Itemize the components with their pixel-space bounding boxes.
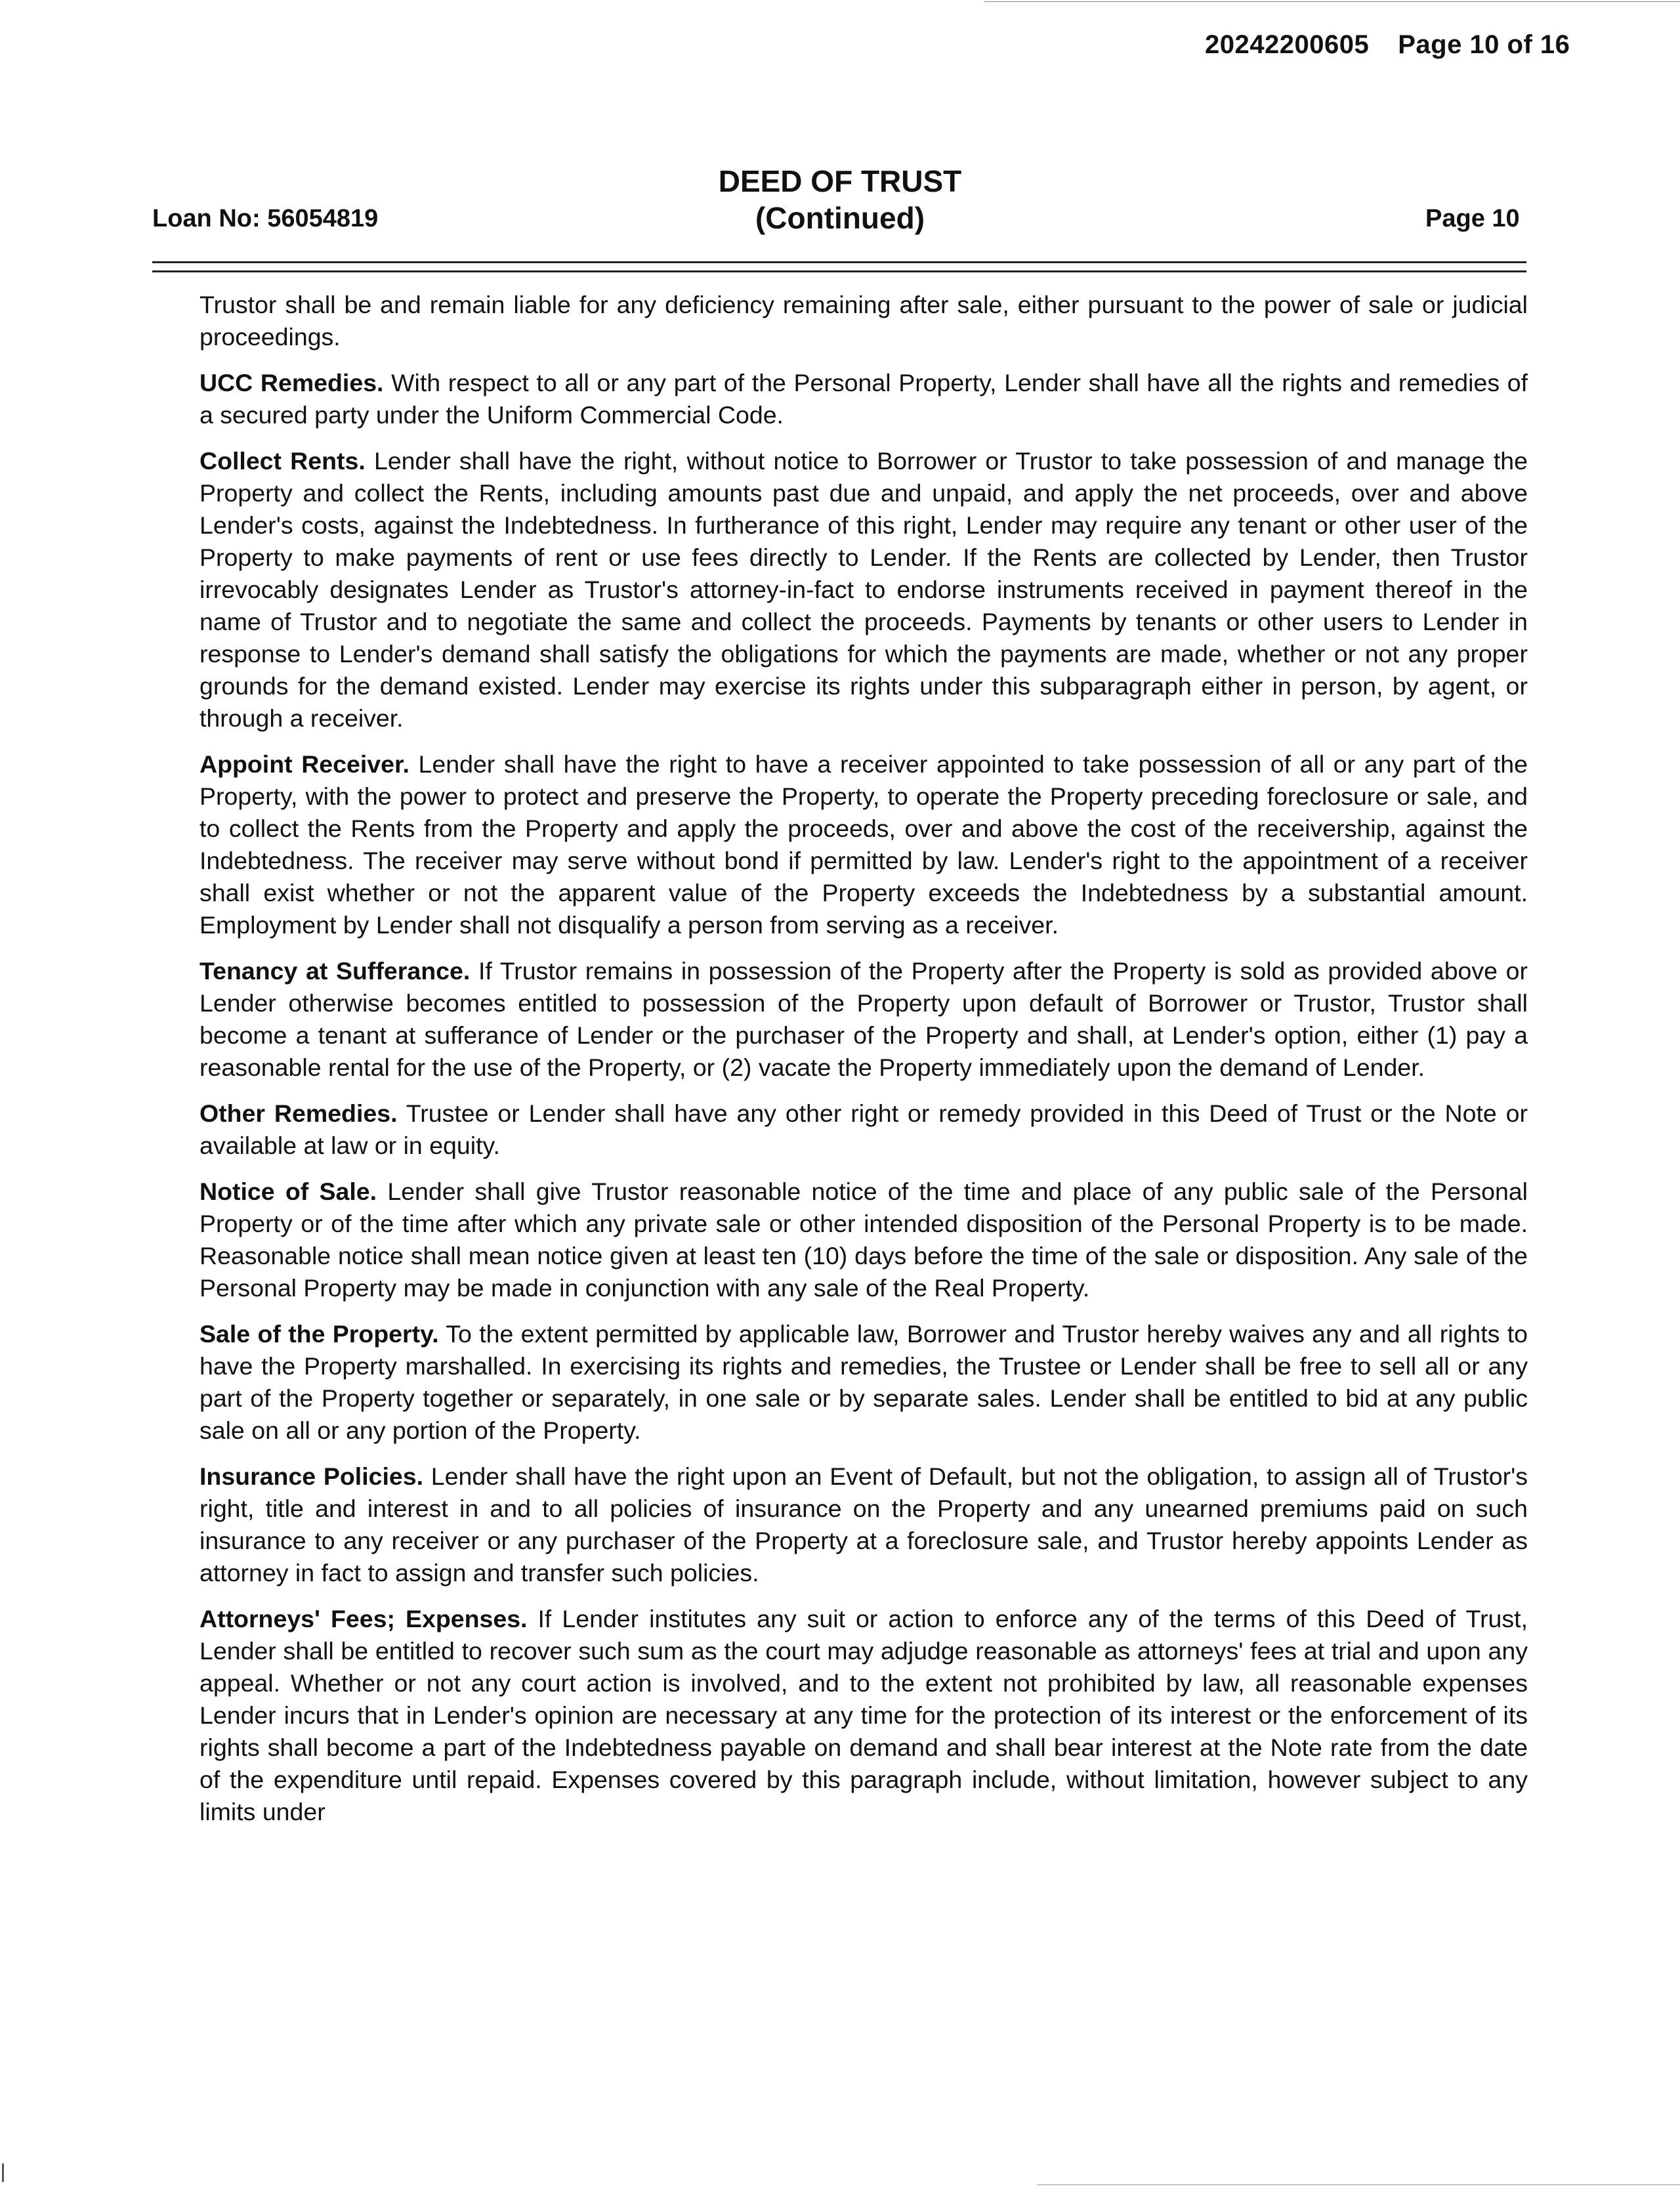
document-subtitle: (Continued) <box>755 201 925 235</box>
paragraph-heading: Appoint Receiver. <box>200 750 410 778</box>
paragraph-insurance-policies <box>200 1460 1528 1589</box>
paragraph-heading: Collect Rents. <box>200 447 366 475</box>
page-of-count: Page 10 of 16 <box>1398 30 1570 59</box>
paragraph-text: If Trustor remains in possession of the Property after the Property is sold as provided above or Lender otherwise becomes entitled to possession of the Property upon default of Borrower or Trustor, Trustor shall become a tenant at sufferance of Lender or the purchaser of the Property and shall, at Lender's option, either (1) pay a reasonable rental for the use of the Property, or (2) vacate the Property immediately upon the demand of Lender. <box>200 957 1528 1081</box>
paragraph-heading: UCC Remedies. <box>200 369 384 396</box>
paragraph-text: Trustee or Lender shall have any other right or remedy provided in this Deed of Trust or the Note or available at law or in equity. <box>200 1099 1528 1159</box>
paragraph-attorneys-fees <box>200 1603 1528 1828</box>
paragraph-text: Trustor shall be and remain liable for any deficiency remaining after sale, either pursuant to the power of sale or judicial proceedings. <box>200 291 1528 351</box>
paragraph-heading: Attorneys' Fees; Expenses. <box>200 1605 528 1632</box>
paragraph-appoint-receiver <box>200 748 1528 941</box>
recording-number-header <box>1205 30 1570 60</box>
header-divider-bottom <box>152 270 1526 272</box>
paragraph-text: With respect to all or any part of the Personal Property, Lender shall have all the rights and remedies of a secured party under the Uniform Commercial Code. <box>200 369 1528 429</box>
paragraph-text: To the extent permitted by applicable law, Borrower and Trustor hereby waives any and all rights to have the Property marshalled. In exercising its rights and remedies, the Trustee or Lender shall be free to sell all or any part of the Property together or separately, in one sale or by separate sales. Lender shall be entitled to bid at any public sale on all or any portion of the Property. <box>200 1320 1528 1444</box>
paragraph-tenancy-at-sufferance <box>200 955 1528 1084</box>
paragraph-heading: Notice of Sale. <box>200 1178 377 1205</box>
scan-edge-line-top <box>984 1 1680 2</box>
paragraph-text: If Lender institutes any suit or action to enforce any of the terms of this Deed of Trust, Lender shall be entitled to recover such sum as the court may adjudge reasonable as attorneys' fees at trial and upon any appeal. Whether or not any court action is involved, and to the extent not prohibited by law, all reasonable expenses Lender incurs that in Lender's opinion are necessary at any time for the protection of its interest or the enforcement of its rights shall become a part of the Indebtedness payable on demand and shall bear interest at the Note rate from the date of the expenditure until repaid. Expenses covered by this paragraph include, without limitation, however subject to any limits under <box>200 1605 1528 1825</box>
header-divider-top <box>152 261 1526 263</box>
loan-number: Loan No: 56054819 <box>152 205 379 232</box>
page-number: Page 10 <box>1425 205 1520 232</box>
paragraph-deficiency <box>200 289 1528 353</box>
scan-edge-mark <box>2 2163 4 2182</box>
paragraph-heading: Other Remedies. <box>200 1099 398 1127</box>
document-body <box>200 289 1528 1842</box>
paragraph-text: Lender shall give Trustor reasonable notice of the time and place of any public sale of the Personal Property or of the time after which any private sale or other intended disposition of the Personal Property is to be made. Reasonable notice shall mean notice given at least ten (10) days before the time of the sale or disposition. Any sale of the Personal Property may be made in conjunction with any sale of the Real Property. <box>200 1178 1528 1302</box>
paragraph-collect-rents <box>200 445 1528 735</box>
paragraph-text: Lender shall have the right to have a receiver appointed to take possession of all or any part of the Property, with the power to protect and preserve the Property, to operate the Property preceding foreclosure or sale, and to collect the Rents from the Property and apply the proceeds, over and above the cost of the receivership, against the Indebtedness. The receiver may serve without bond if permitted by law. Lender's right to the appointment of a receiver shall exist whether or not the apparent value of the Property exceeds the Indebtedness by a substantial amount. Employment by Lender shall not disqualify a person from serving as a receiver. <box>200 750 1528 939</box>
paragraph-heading: Tenancy at Sufferance. <box>200 957 471 985</box>
paragraph-other-remedies <box>200 1098 1528 1162</box>
paragraph-text: Lender shall have the right upon an Event of Default, but not the obligation, to assign all of Trustor's right, title and interest in and to all policies of insurance on the Property and any unearned premiums paid on such insurance to any receiver or any purchaser of the Property at a foreclosure sale, and Trustor hereby appoints Lender as attorney in fact to assign and transfer such policies. <box>200 1462 1528 1587</box>
recording-number: 20242200605 <box>1205 30 1370 59</box>
paragraph-heading: Sale of the Property. <box>200 1320 439 1348</box>
paragraph-heading: Insurance Policies. <box>200 1462 424 1490</box>
paragraph-ucc-remedies <box>200 367 1528 431</box>
paragraph-sale-of-property <box>200 1318 1528 1447</box>
paragraph-notice-of-sale <box>200 1176 1528 1304</box>
scan-edge-line-bottom <box>1037 2184 1680 2185</box>
document-title: DEED OF TRUST <box>718 164 962 198</box>
paragraph-text: Lender shall have the right, without notice to Borrower or Trustor to take possession of and manage the Property and collect the Rents, including amounts past due and unpaid, and apply the net proceeds, over and above Lender's costs, against the Indebtedness. In furtherance of this right, Lender may require any tenant or other user of the Property to make payments of rent or use fees directly to Lender. If the Rents are collected by Lender, then Trustor irrevocably designates Lender as Trustor's attorney-in-fact to endorse instruments received in payment thereof in the name of Trustor and to negotiate the same and collect the proceeds. Payments by tenants or other users to Lender in response to Lender's demand shall satisfy the obligations for which the payments are made, whether or not any proper grounds for the demand existed. Lender may exercise its rights under this subparagraph either in person, by agent, or through a receiver. <box>200 447 1528 732</box>
